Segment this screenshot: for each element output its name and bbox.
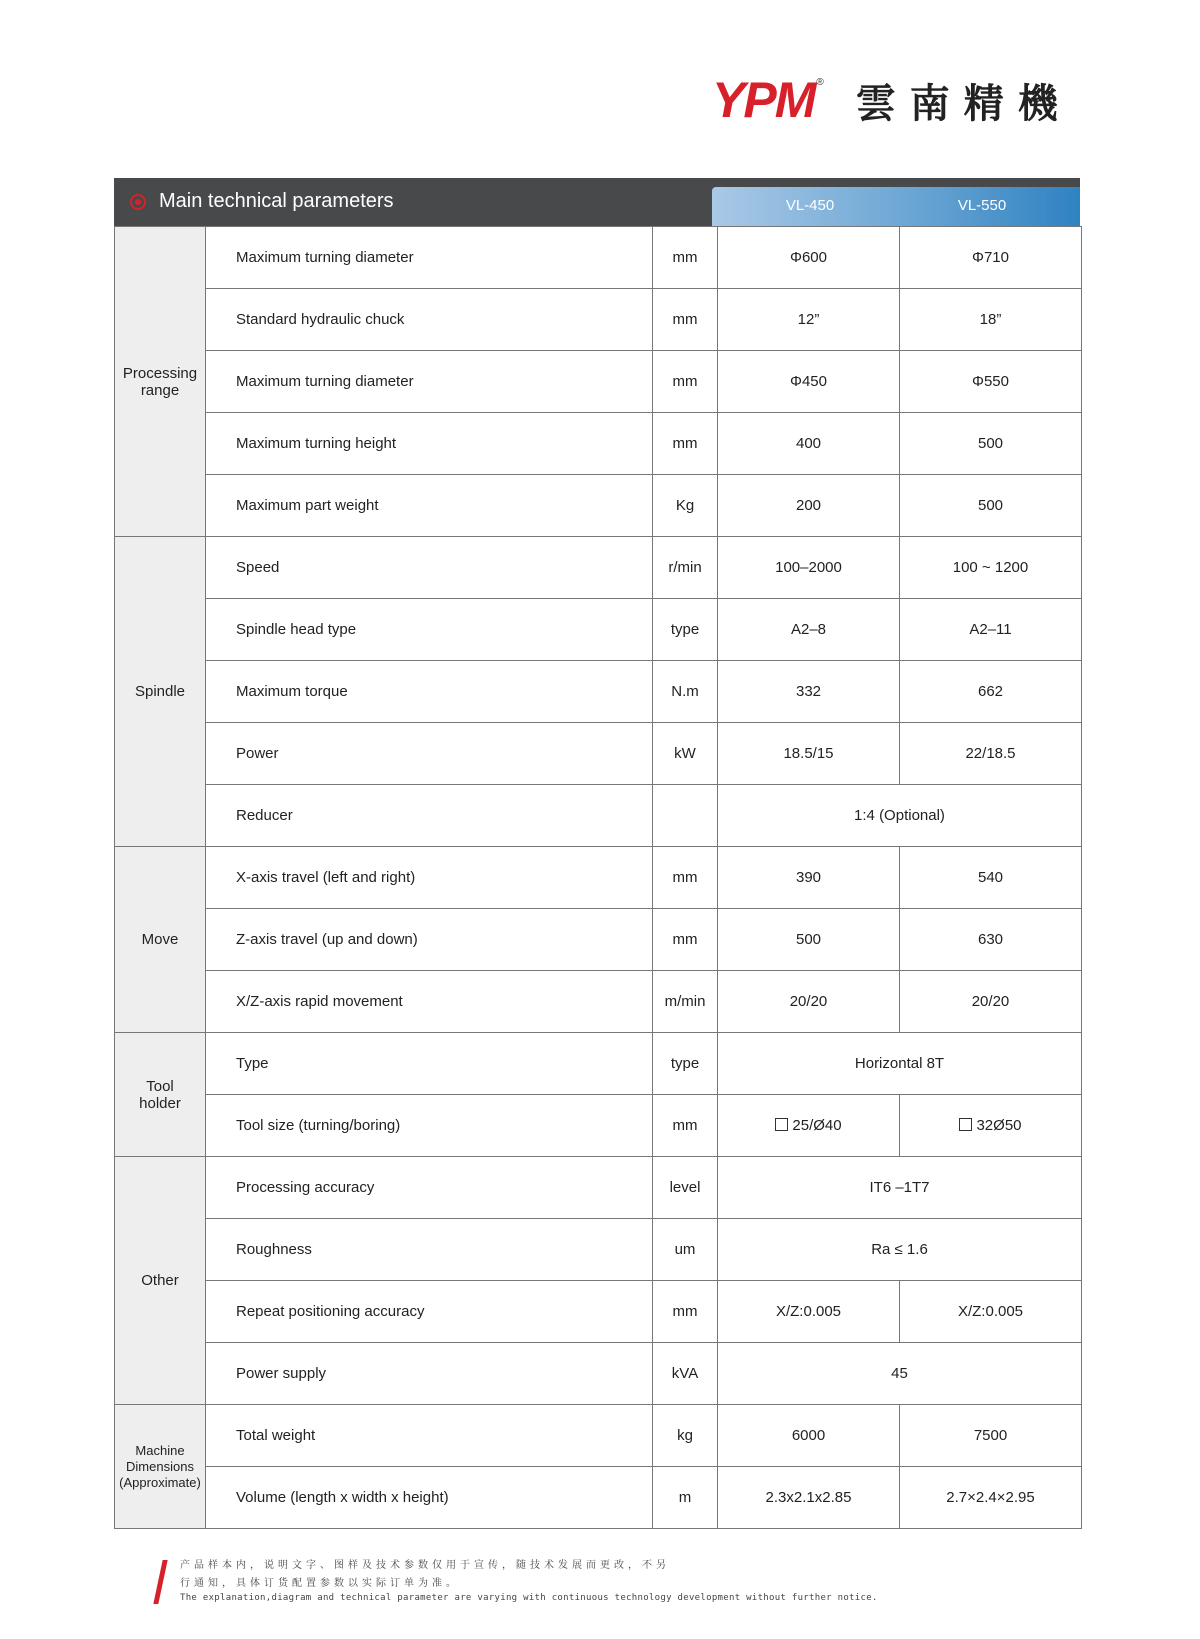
table-row — [115, 909, 1082, 971]
row-value-2: X/Z:0.005 — [900, 1281, 1082, 1343]
group-move: Move — [115, 847, 206, 1033]
row-value-1: 25/Ø40 — [718, 1095, 900, 1157]
row-value-1: 100–2000 — [718, 537, 900, 599]
row-value-merged: 45 — [718, 1343, 1082, 1405]
row-unit: mm — [653, 351, 718, 413]
row-value-1: 6000 — [718, 1405, 900, 1467]
row-value-merged: Ra ≤ 1.6 — [718, 1219, 1082, 1281]
row-item: Maximum part weight — [206, 475, 653, 537]
table-row — [115, 661, 1082, 723]
row-item: Z-axis travel (up and down) — [206, 909, 653, 971]
row-value-2: 32Ø50 — [900, 1095, 1082, 1157]
row-item: Power — [206, 723, 653, 785]
row-value-merged: IT6 –1T7 — [718, 1157, 1082, 1219]
row-value-2: 662 — [900, 661, 1082, 723]
table-row — [115, 351, 1082, 413]
row-item: Maximum turning height — [206, 413, 653, 475]
table-row — [115, 537, 1082, 599]
row-item: Type — [206, 1033, 653, 1095]
row-item: Speed — [206, 537, 653, 599]
table-row — [115, 847, 1082, 909]
row-value-merged: 1:4 (Optional) — [718, 785, 1082, 847]
row-value-2: 500 — [900, 413, 1082, 475]
table-row — [115, 1219, 1082, 1281]
row-value-1: 500 — [718, 909, 900, 971]
row-unit: mm — [653, 847, 718, 909]
group-other: Other — [115, 1157, 206, 1405]
disclaimer-line-english: The explanation,diagram and technical parameter are varying with continuous technology development without further notice. — [180, 1593, 878, 1603]
table-row — [115, 1033, 1082, 1095]
row-unit: kW — [653, 723, 718, 785]
registered-mark: ® — [816, 76, 824, 88]
row-unit: kg — [653, 1405, 718, 1467]
square-icon — [959, 1118, 972, 1131]
row-unit: mm — [653, 1281, 718, 1343]
row-item: Reducer — [206, 785, 653, 847]
row-value-2: Φ710 — [900, 227, 1082, 289]
table-row — [115, 1095, 1082, 1157]
row-value-1: X/Z:0.005 — [718, 1281, 900, 1343]
row-value-1: 20/20 — [718, 971, 900, 1033]
row-value-1: 200 — [718, 475, 900, 537]
row-unit: kVA — [653, 1343, 718, 1405]
table-row — [115, 599, 1082, 661]
row-unit: um — [653, 1219, 718, 1281]
row-value-1: 2.3x2.1x2.85 — [718, 1467, 900, 1529]
row-value-1: 18.5/15 — [718, 723, 900, 785]
row-item: X/Z-axis rapid movement — [206, 971, 653, 1033]
model-name-2: VL-550 — [957, 197, 1007, 214]
row-item: Processing accuracy — [206, 1157, 653, 1219]
row-item: Repeat positioning accuracy — [206, 1281, 653, 1343]
group-tool-holder: Tool holder — [115, 1033, 206, 1157]
row-unit: type — [653, 599, 718, 661]
row-unit: level — [653, 1157, 718, 1219]
row-unit — [653, 785, 718, 847]
row-value-2: 22/18.5 — [900, 723, 1082, 785]
target-bullet-icon — [130, 194, 146, 210]
brand-logo — [712, 70, 1072, 130]
row-unit: Kg — [653, 475, 718, 537]
row-value-1: 390 — [718, 847, 900, 909]
row-value-1: 400 — [718, 413, 900, 475]
row-unit: type — [653, 1033, 718, 1095]
row-item: Volume (length x width x height) — [206, 1467, 653, 1529]
table-row — [115, 1467, 1082, 1529]
group-spindle: Spindle — [115, 537, 206, 847]
table-row — [115, 1405, 1082, 1467]
group-machine-dimensions: Machine Dimensions (Approximate) — [115, 1405, 206, 1529]
logo-mark: YPM — [712, 72, 815, 128]
row-item: Tool size (turning/boring) — [206, 1095, 653, 1157]
row-unit: mm — [653, 909, 718, 971]
model-name-1: VL-450 — [785, 197, 835, 214]
row-value-2: 20/20 — [900, 971, 1082, 1033]
row-unit: r/min — [653, 537, 718, 599]
row-unit: m — [653, 1467, 718, 1529]
disclaimer-line-1: 产品样本内，说明文字、图样及技术参数仅用于宣传，随技术发展而更改，不另 — [180, 1560, 670, 1571]
table-row — [115, 971, 1082, 1033]
row-unit: mm — [653, 1095, 718, 1157]
row-value-2: 7500 — [900, 1405, 1082, 1467]
row-value-1: A2–8 — [718, 599, 900, 661]
row-item: Maximum turning diameter — [206, 227, 653, 289]
row-value-1: Φ450 — [718, 351, 900, 413]
row-item: Standard hydraulic chuck — [206, 289, 653, 351]
row-unit: m/min — [653, 971, 718, 1033]
table-row — [115, 227, 1082, 289]
row-value-2: Φ550 — [900, 351, 1082, 413]
row-item: X-axis travel (left and right) — [206, 847, 653, 909]
row-value-2: 2.7×2.4×2.95 — [900, 1467, 1082, 1529]
table-row — [115, 1343, 1082, 1405]
disclaimer-line-2: 行通知，具体订货配置参数以实际订单为准。 — [180, 1578, 460, 1589]
logo-chinese-name: 雲南精機 — [855, 79, 1072, 127]
row-unit: N.m — [653, 661, 718, 723]
table-row — [115, 1281, 1082, 1343]
table-row — [115, 289, 1082, 351]
row-item: Power supply — [206, 1343, 653, 1405]
table-row — [115, 785, 1082, 847]
red-slash-accent — [153, 1560, 167, 1604]
row-unit: mm — [653, 289, 718, 351]
square-icon — [775, 1118, 788, 1131]
section-title: Main technical parameters — [159, 190, 394, 212]
row-item: Maximum torque — [206, 661, 653, 723]
table-row — [115, 475, 1082, 537]
row-value-2: 540 — [900, 847, 1082, 909]
table-row — [115, 1157, 1082, 1219]
group-processing-range: Processing range — [115, 227, 206, 537]
row-value-merged: Horizontal 8T — [718, 1033, 1082, 1095]
row-item: Roughness — [206, 1219, 653, 1281]
table-row — [115, 413, 1082, 475]
row-unit: mm — [653, 413, 718, 475]
row-value-2: 500 — [900, 475, 1082, 537]
row-value-1: 332 — [718, 661, 900, 723]
row-value-1: 12” — [718, 289, 900, 351]
model-header-band — [712, 187, 1080, 226]
row-value-2: 18” — [900, 289, 1082, 351]
row-value-2: 630 — [900, 909, 1082, 971]
row-value-2: 100 ~ 1200 — [900, 537, 1082, 599]
row-unit: mm — [653, 227, 718, 289]
table-row — [115, 723, 1082, 785]
row-value-1: Φ600 — [718, 227, 900, 289]
row-item: Spindle head type — [206, 599, 653, 661]
spec-table — [114, 226, 1082, 1529]
row-item: Maximum turning diameter — [206, 351, 653, 413]
row-item: Total weight — [206, 1405, 653, 1467]
row-value-2: A2–11 — [900, 599, 1082, 661]
